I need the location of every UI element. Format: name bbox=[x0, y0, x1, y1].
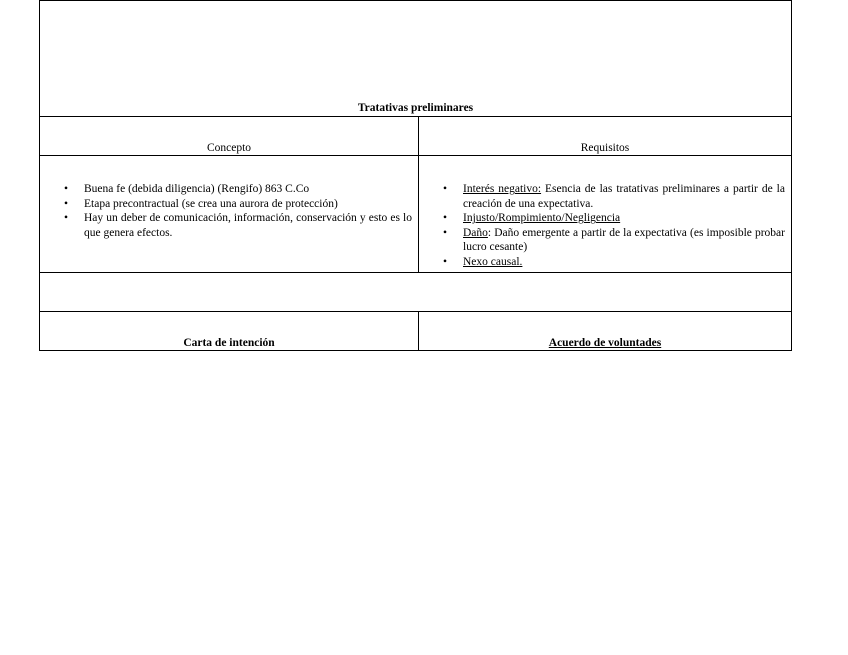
title-cell bbox=[40, 1, 792, 117]
bullet-icon: • bbox=[443, 255, 448, 268]
tratativas-table bbox=[39, 0, 792, 351]
list-item: • Hay un deber de comunicación, información, conservación y esto es lo que genera efectos. bbox=[64, 212, 412, 239]
requirement-label: Injusto/Rompimiento/Negligencia bbox=[463, 212, 621, 225]
table-title: Tratativas preliminares bbox=[357, 102, 474, 115]
bullet-icon: • bbox=[64, 212, 69, 225]
requirement-label: Daño bbox=[463, 226, 488, 239]
concept-header-cell bbox=[40, 117, 419, 156]
bullet-icon: • bbox=[64, 197, 69, 210]
requirement-label: Nexo causal. bbox=[463, 255, 523, 268]
requirements-header-cell bbox=[419, 117, 792, 156]
footer-right-cell bbox=[419, 311, 792, 350]
bullet-icon: • bbox=[64, 183, 69, 196]
list-item bbox=[419, 211, 785, 226]
concept-list bbox=[40, 182, 418, 240]
bullet-icon: • bbox=[443, 183, 448, 196]
acuerdo-voluntades-label: Acuerdo de voluntades bbox=[548, 337, 662, 349]
list-item bbox=[419, 255, 785, 270]
concept-header: Concepto bbox=[206, 142, 252, 155]
list-item: • Etapa precontractual (se crea una aurora de protección) bbox=[64, 197, 338, 210]
bullet-icon: • bbox=[443, 212, 448, 225]
concept-body-cell bbox=[40, 156, 419, 272]
bullet-icon: • bbox=[443, 226, 448, 239]
list-item: • Buena fe (debida diligencia) (Rengifo) 863 C.Co bbox=[64, 183, 310, 196]
list-item: • Daño: Daño emergente a partir de la expectativa (es imposible probar lucro cesante) bbox=[443, 226, 785, 254]
blank-row bbox=[40, 272, 792, 311]
requirements-header: Requisitos bbox=[580, 142, 630, 155]
requirements-body-cell bbox=[419, 156, 792, 272]
requirement-label: Interés negativo: bbox=[463, 183, 542, 196]
list-item: • Interés negativo: Esencia de las tratativas preliminares a partir de la creación de una expectativa. bbox=[443, 183, 785, 210]
footer-left-cell bbox=[40, 311, 419, 350]
requirements-list bbox=[419, 182, 791, 269]
carta-intencion-label: Carta de intención bbox=[183, 337, 275, 349]
